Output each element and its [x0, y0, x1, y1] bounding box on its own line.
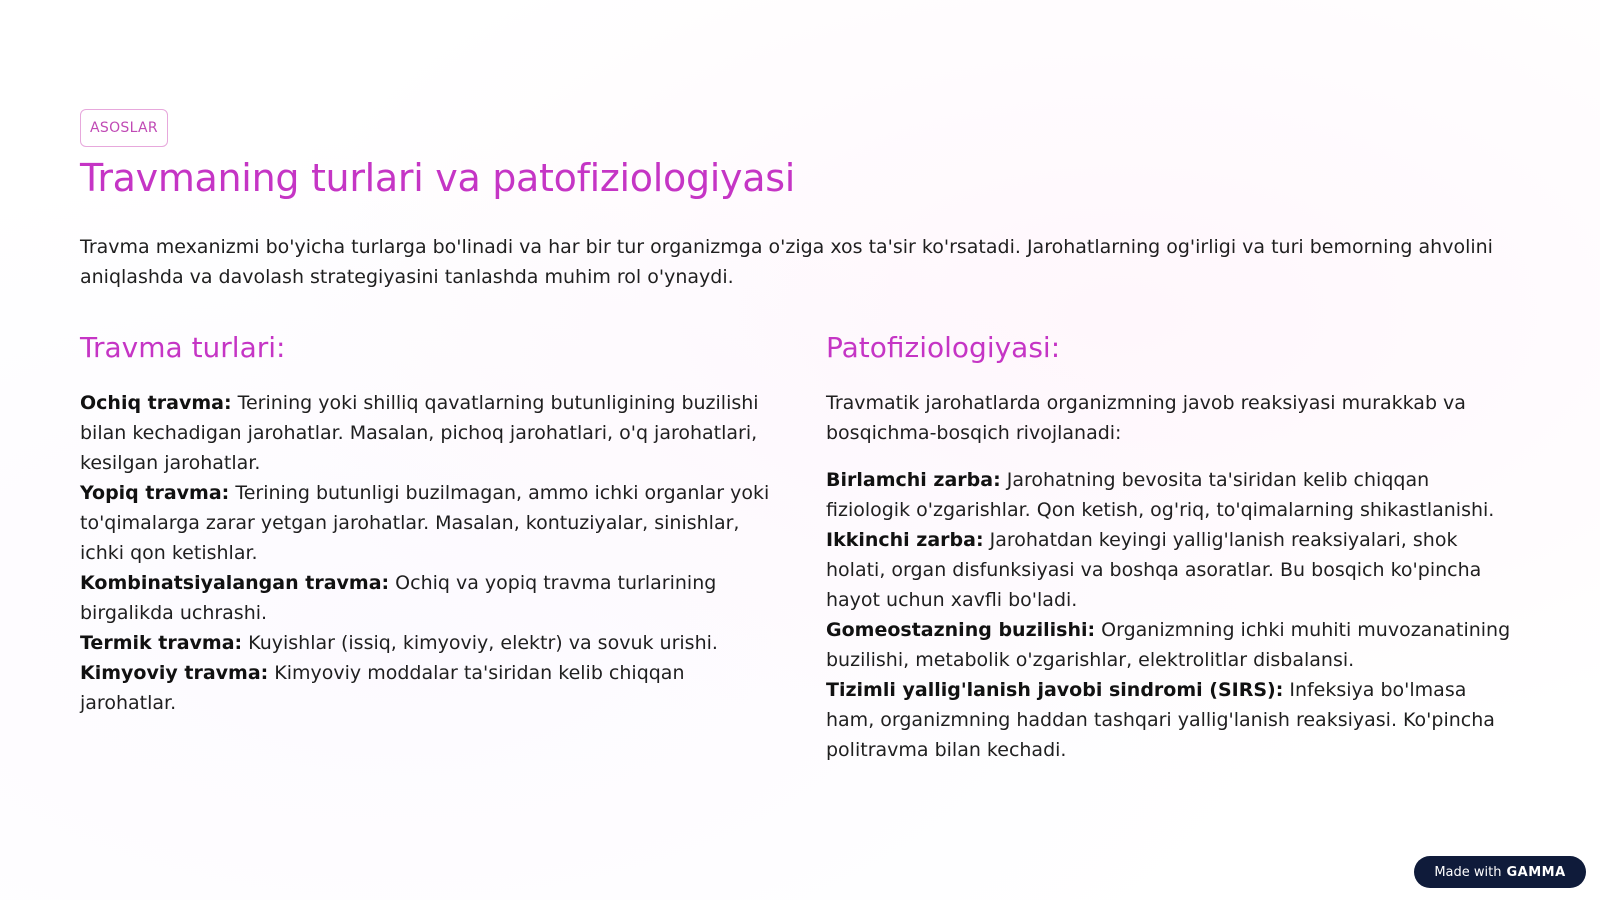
pathophysiology-lead: Travmatik jarohatlarda organizmning javob reaksiyasi murakkab va bosqichma-bosqich rivojlanadi: — [826, 392, 1466, 444]
item-text: Organizmning ichki muhiti muvozanatining buzilishi, metabolik o'zgarishlar, elektrolitlar disbalansi. — [826, 619, 1511, 671]
item-text: Jarohatning bevosita ta'siridan kelib chiqqan fiziologik o'zgarishlar. Qon ketish, og'riq, to'qimalarning shikastlanishi. — [826, 469, 1495, 521]
pathophysiology-item — [826, 675, 1516, 765]
pathophysiology-heading: Patofiziologiyasi: — [826, 331, 1061, 364]
item-text: Kuyishlar (issiq, kimyoviy, elektr) va sovuk urishi. — [242, 632, 718, 654]
trauma-type-item — [80, 478, 780, 568]
item-term: Tizimli yallig'lanish javobi sindromi (SIRS): — [826, 679, 1284, 701]
item-text: Kimyoviy moddalar ta'siridan kelib chiqqan jarohatlar. — [80, 662, 685, 714]
made-with-gamma-badge[interactable] — [1414, 856, 1586, 888]
item-term: Birlamchi zarba: — [826, 469, 1001, 491]
item-text: Terining yoki shilliq qavatlarning butunligining buzilishi bilan kechadigan jarohatlar. Masalan, pichoq jarohatlari, o'q jarohatlari, kesilgan jarohatlar. — [80, 392, 759, 474]
item-text: Infeksiya bo'lmasa ham, organizmning haddan tashqari yallig'lanish reaksiyasi. Ko'pincha politravma bilan kechadi. — [826, 679, 1495, 761]
item-term: Yopiq travma: — [80, 482, 230, 504]
trauma-type-item — [80, 658, 780, 718]
trauma-type-item — [80, 568, 780, 628]
trauma-types-heading: Travma turlari: — [80, 331, 286, 364]
item-term: Kombinatsiyalangan travma: — [80, 572, 390, 594]
item-text: Terining butunligi buzilmagan, ammo ichki organlar yoki to'qimalarga zarar yetgan jarohatlar. Masalan, kontuziyalar, sinishlar, ichki qon ketishlar. — [80, 482, 770, 564]
pathophysiology-column — [826, 328, 1516, 765]
item-term: Ochiq travma: — [80, 392, 232, 414]
gamma-logo: GAMMA — [1506, 864, 1566, 880]
trauma-types-column — [80, 328, 780, 718]
item-text: Ochiq va yopiq travma turlarining birgalikda uchrashi. — [80, 572, 717, 624]
item-term: Ikkinchi zarba: — [826, 529, 984, 551]
badge-prefix: Made with — [1434, 864, 1502, 880]
intro-paragraph: Travma mexanizmi bo'yicha turlarga bo'linadi va har bir tur organizmga o'ziga xos ta'sir ko'rsatadi. Jarohatlarning og'irligi va turi bemorning ahvolini aniqlashda va davolash strategiyasini tanlashda muhim rol o'ynaydi. — [80, 236, 1493, 288]
item-text: Jarohatdan keyingi yallig'lanish reaksiyalari, shok holati, organ disfunksiyasi va boshqa asoratlar. Bu bosqich ko'pincha hayot uchun xavfli bo'ladi. — [826, 529, 1482, 611]
pathophysiology-item — [826, 525, 1516, 615]
pathophysiology-item — [826, 465, 1516, 525]
trauma-type-item — [80, 628, 780, 658]
trauma-type-item — [80, 388, 780, 478]
section-tag: ASOSLAR — [80, 109, 168, 147]
item-term: Termik travma: — [80, 632, 243, 654]
pathophysiology-item — [826, 615, 1516, 675]
item-term: Kimyoviy travma: — [80, 662, 269, 684]
item-term: Gomeostazning buzilishi: — [826, 619, 1096, 641]
page-title: Travmaning turlari va patofiziologiyasi — [80, 156, 795, 200]
